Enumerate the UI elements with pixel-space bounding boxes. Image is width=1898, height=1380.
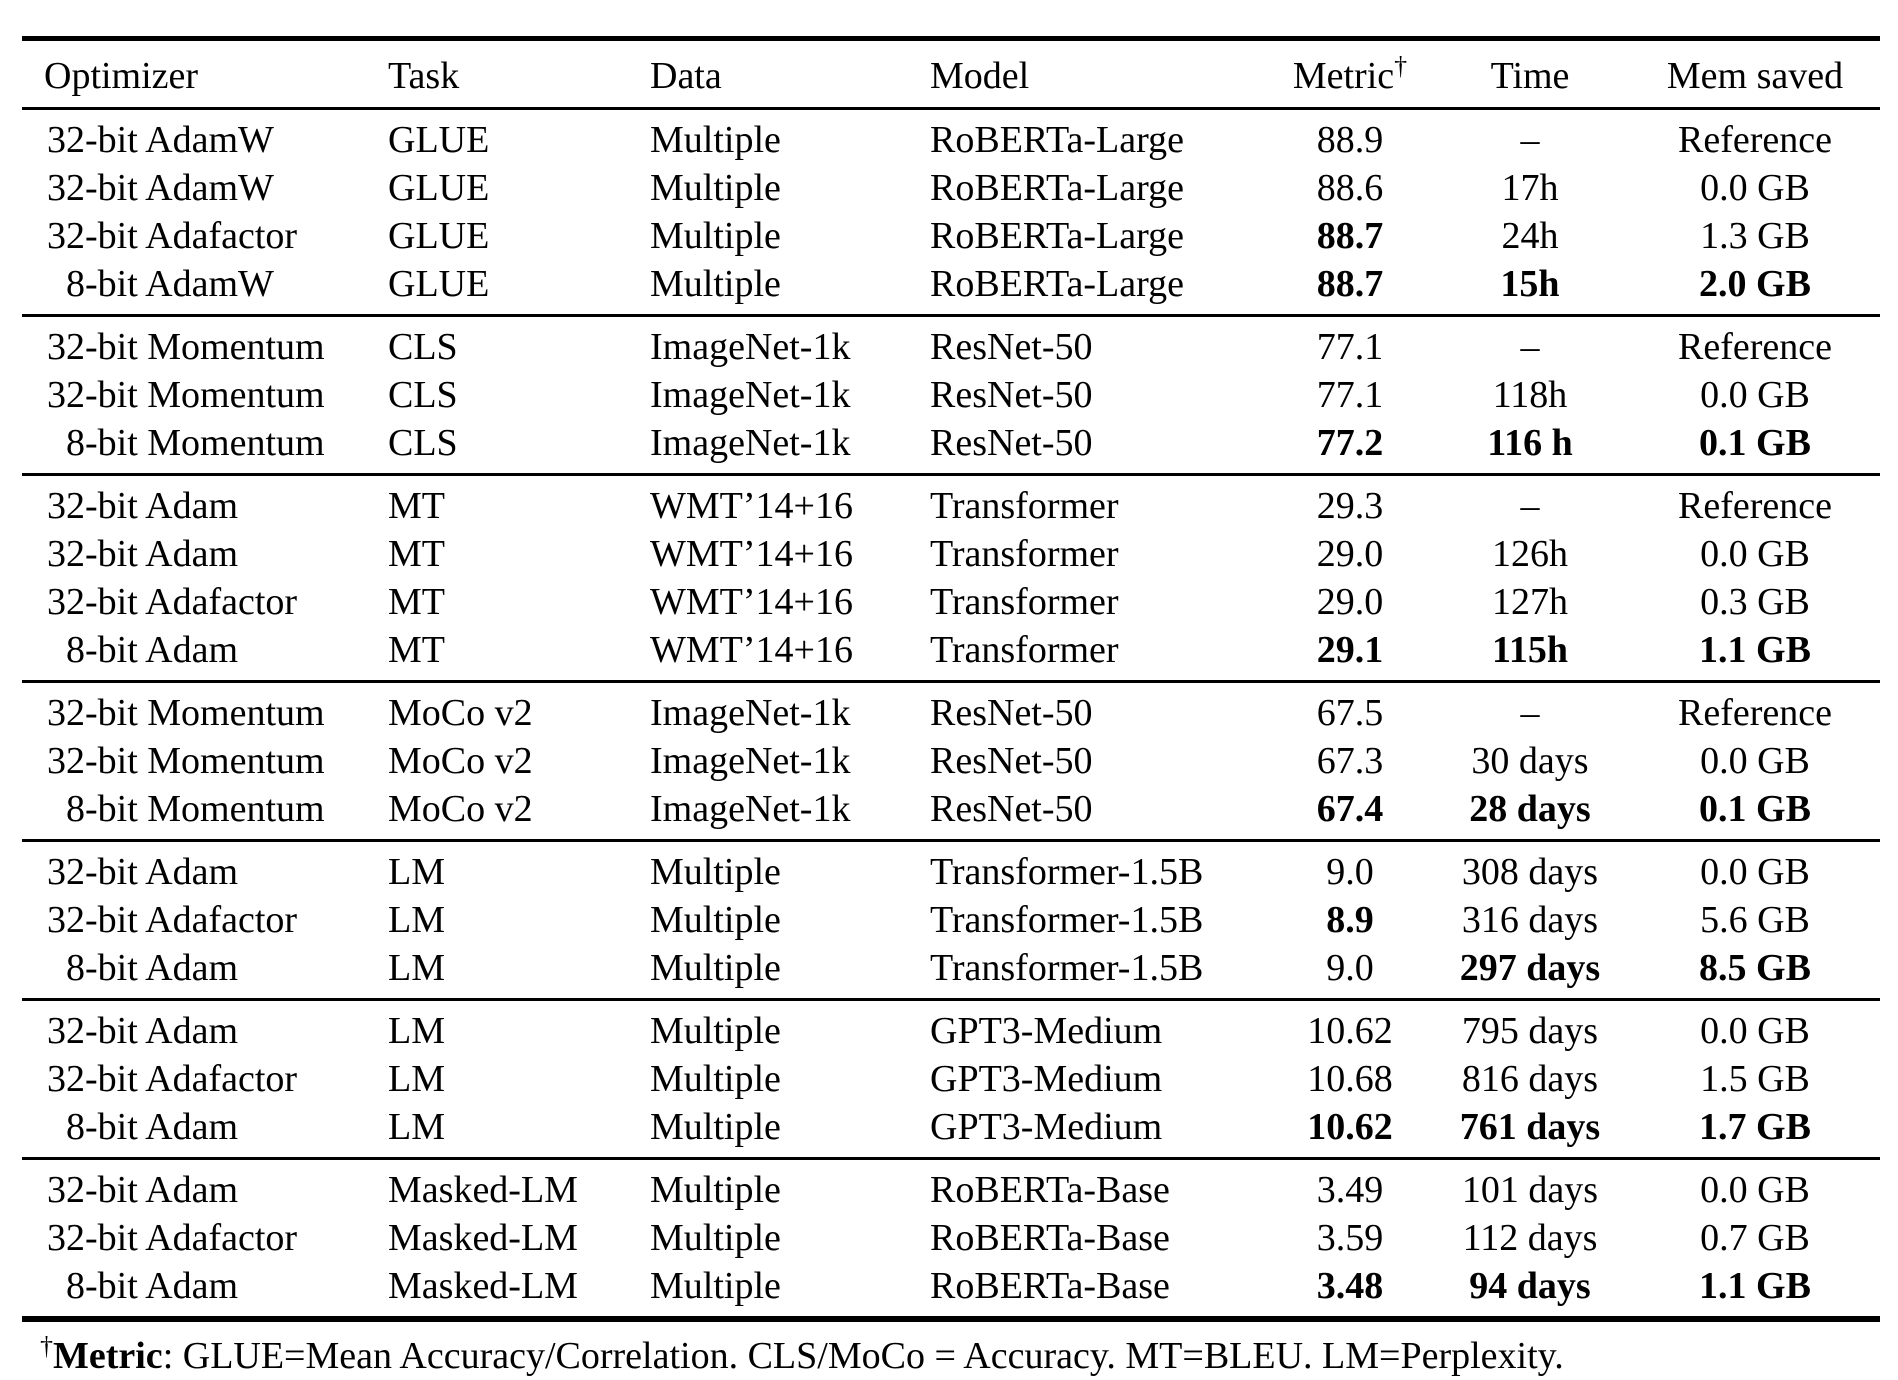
table-row xyxy=(22,475,1880,531)
cell-data: ImageNet-1k xyxy=(650,374,851,416)
cell-task: MT xyxy=(388,485,445,527)
cell-task: LM xyxy=(388,1010,445,1052)
cell-optimizer: 8-bit Adam xyxy=(66,1106,239,1148)
cell-task: LM xyxy=(388,1058,445,1100)
cell-task: CLS xyxy=(388,422,458,464)
cell-time: 297 days xyxy=(1459,947,1601,989)
cell-data: ImageNet-1k xyxy=(650,740,851,782)
cell-metric: 29.0 xyxy=(1316,581,1384,623)
table-group-4 xyxy=(22,682,1880,841)
cell-optimizer: 32-bit Momentum xyxy=(47,374,325,416)
table-row xyxy=(22,419,1880,475)
cell-mem: 0.0 GB xyxy=(1700,1010,1810,1052)
cell-model: ResNet-50 xyxy=(930,422,1093,464)
cell-model: GPT3-Medium xyxy=(930,1106,1163,1148)
cell-optimizer: 32-bit Adam xyxy=(47,533,239,575)
cell-data: WMT’14+16 xyxy=(650,533,853,575)
cell-model: GPT3-Medium xyxy=(930,1058,1163,1100)
cell-task: MT xyxy=(388,533,445,575)
cell-data: WMT’14+16 xyxy=(650,485,853,527)
cell-mem: 0.7 GB xyxy=(1700,1217,1810,1259)
cell-data: Multiple xyxy=(650,119,781,161)
cell-optimizer: 32-bit Momentum xyxy=(47,692,325,734)
cell-data: WMT’14+16 xyxy=(650,629,853,671)
cell-time: 15h xyxy=(1500,263,1560,305)
cell-mem: Reference xyxy=(1678,326,1832,368)
cell-time: 816 days xyxy=(1461,1058,1599,1100)
table-row xyxy=(22,841,1880,897)
cell-mem: 0.0 GB xyxy=(1700,167,1810,209)
cell-time: 101 days xyxy=(1461,1169,1599,1211)
cell-model: ResNet-50 xyxy=(930,788,1093,830)
table-row xyxy=(22,682,1880,738)
cell-mem: 0.1 GB xyxy=(1699,422,1811,464)
header-row xyxy=(22,39,1880,109)
cell-task: Masked-LM xyxy=(388,1217,578,1259)
cell-time: 118h xyxy=(1492,374,1568,416)
cell-optimizer: 32-bit Adam xyxy=(47,851,239,893)
cell-mem: 0.0 GB xyxy=(1700,740,1810,782)
column-header-metric: Metric† xyxy=(1270,39,1430,109)
table-row xyxy=(22,1214,1880,1262)
table-header xyxy=(22,39,1880,109)
cell-task: GLUE xyxy=(388,215,490,257)
cell-metric: 77.1 xyxy=(1316,326,1384,368)
cell-task: MoCo v2 xyxy=(388,692,533,734)
cell-model: GPT3-Medium xyxy=(930,1010,1163,1052)
table-group-6 xyxy=(22,1000,1880,1159)
cell-model: RoBERTa-Base xyxy=(930,1265,1170,1307)
cell-mem: 2.0 GB xyxy=(1699,263,1811,305)
cell-model: Transformer-1.5B xyxy=(930,899,1204,941)
cell-model: Transformer xyxy=(930,581,1119,623)
table-row xyxy=(22,944,1880,1000)
cell-time: 116 h xyxy=(1487,422,1573,464)
cell-mem: 5.6 GB xyxy=(1700,899,1810,941)
cell-task: MoCo v2 xyxy=(388,788,533,830)
column-header-optimizer: Optimizer xyxy=(22,39,388,109)
cell-task: CLS xyxy=(388,326,458,368)
cell-model: ResNet-50 xyxy=(930,692,1093,734)
cell-task: MT xyxy=(388,581,445,623)
cell-metric: 77.1 xyxy=(1316,374,1384,416)
cell-metric: 67.3 xyxy=(1316,740,1384,782)
cell-mem: Reference xyxy=(1678,692,1832,734)
cell-task: GLUE xyxy=(388,263,490,305)
cell-model: ResNet-50 xyxy=(930,740,1093,782)
cell-time: 316 days xyxy=(1461,899,1599,941)
footnote-dagger-icon: † xyxy=(40,1331,53,1361)
cell-metric: 3.59 xyxy=(1316,1217,1384,1259)
cell-mem: 1.3 GB xyxy=(1700,215,1810,257)
metric-dagger-icon: † xyxy=(1394,51,1408,81)
cell-optimizer: 32-bit Adam xyxy=(47,1010,239,1052)
cell-metric: 77.2 xyxy=(1316,422,1384,464)
cell-optimizer: 8-bit AdamW xyxy=(66,263,274,305)
cell-metric: 29.3 xyxy=(1316,485,1384,527)
cell-model: RoBERTa-Base xyxy=(930,1217,1170,1259)
cell-mem: 1.1 GB xyxy=(1699,629,1811,671)
cell-time: – xyxy=(1520,326,1540,368)
cell-metric: 9.0 xyxy=(1326,947,1374,989)
cell-time: 28 days xyxy=(1469,788,1591,830)
table-group-7 xyxy=(22,1159,1880,1320)
table-row xyxy=(22,1055,1880,1103)
cell-metric: 67.4 xyxy=(1316,788,1384,830)
cell-time: 17h xyxy=(1501,167,1559,209)
cell-mem: 0.0 GB xyxy=(1700,533,1810,575)
cell-metric: 88.6 xyxy=(1316,167,1384,209)
cell-time: 30 days xyxy=(1471,740,1589,782)
cell-model: RoBERTa-Base xyxy=(930,1169,1170,1211)
cell-optimizer: 8-bit Momentum xyxy=(66,788,325,830)
cell-task: GLUE xyxy=(388,119,490,161)
table-row xyxy=(22,530,1880,578)
cell-optimizer: 32-bit Momentum xyxy=(47,740,325,782)
cell-mem: 0.0 GB xyxy=(1700,374,1810,416)
cell-mem: 0.0 GB xyxy=(1700,851,1810,893)
cell-data: Multiple xyxy=(650,1217,781,1259)
table-row xyxy=(22,737,1880,785)
cell-task: CLS xyxy=(388,374,458,416)
cell-metric: 88.7 xyxy=(1316,215,1384,257)
cell-model: RoBERTa-Large xyxy=(930,167,1184,209)
cell-task: LM xyxy=(388,851,445,893)
cell-task: LM xyxy=(388,1106,445,1148)
cell-time: 94 days xyxy=(1469,1265,1591,1307)
cell-data: Multiple xyxy=(650,1010,781,1052)
cell-model: ResNet-50 xyxy=(930,374,1093,416)
cell-data: Multiple xyxy=(650,167,781,209)
cell-mem: Reference xyxy=(1678,119,1832,161)
cell-model: Transformer-1.5B xyxy=(930,947,1204,989)
table-row xyxy=(22,1159,1880,1215)
cell-optimizer: 32-bit Momentum xyxy=(47,326,325,368)
table-group-2 xyxy=(22,316,1880,475)
cell-time: 126h xyxy=(1492,533,1568,575)
cell-data: Multiple xyxy=(650,1106,781,1148)
cell-metric: 3.49 xyxy=(1316,1169,1384,1211)
cell-task: Masked-LM xyxy=(388,1265,578,1307)
cell-metric: 10.68 xyxy=(1307,1058,1393,1100)
cell-mem: 0.0 GB xyxy=(1700,1169,1810,1211)
table-group-5 xyxy=(22,841,1880,1000)
cell-task: MT xyxy=(388,629,445,671)
cell-data: Multiple xyxy=(650,215,781,257)
cell-metric: 8.9 xyxy=(1326,899,1374,941)
table-row xyxy=(22,626,1880,682)
table-row xyxy=(22,1262,1880,1319)
cell-task: GLUE xyxy=(388,167,490,209)
cell-model: ResNet-50 xyxy=(930,326,1093,368)
table-row xyxy=(22,316,1880,372)
table-row xyxy=(22,371,1880,419)
cell-time: – xyxy=(1520,692,1540,734)
cell-metric: 88.7 xyxy=(1316,263,1384,305)
cell-metric: 10.62 xyxy=(1307,1010,1393,1052)
cell-model: Transformer xyxy=(930,533,1119,575)
cell-data: Multiple xyxy=(650,1169,781,1211)
cell-data: WMT’14+16 xyxy=(650,581,853,623)
cell-optimizer: 32-bit Adafactor xyxy=(47,899,298,941)
cell-data: ImageNet-1k xyxy=(650,422,851,464)
cell-data: Multiple xyxy=(650,263,781,305)
cell-mem: 0.1 GB xyxy=(1699,788,1811,830)
cell-metric: 88.9 xyxy=(1316,119,1384,161)
column-header-time: Time xyxy=(1430,39,1630,109)
table-row xyxy=(22,164,1880,212)
cell-metric: 10.62 xyxy=(1307,1106,1393,1148)
column-header-mem: Mem saved xyxy=(1630,39,1880,109)
table-group-3 xyxy=(22,475,1880,682)
cell-data: ImageNet-1k xyxy=(650,692,851,734)
cell-data: ImageNet-1k xyxy=(650,788,851,830)
cell-task: MoCo v2 xyxy=(388,740,533,782)
cell-optimizer: 32-bit Adafactor xyxy=(47,1058,298,1100)
cell-mem: 1.1 GB xyxy=(1699,1265,1811,1307)
cell-data: Multiple xyxy=(650,899,781,941)
cell-task: LM xyxy=(388,947,445,989)
footnote-label: Metric xyxy=(53,1335,163,1377)
table-row xyxy=(22,212,1880,260)
cell-mem: Reference xyxy=(1678,485,1832,527)
cell-metric: 29.1 xyxy=(1316,629,1384,671)
cell-time: 761 days xyxy=(1459,1106,1601,1148)
column-header-task: Task xyxy=(388,39,650,109)
cell-time: 112 days xyxy=(1462,1217,1598,1259)
cell-optimizer: 32-bit AdamW xyxy=(47,167,274,209)
table-row xyxy=(22,1103,1880,1159)
cell-model: RoBERTa-Large xyxy=(930,215,1184,257)
cell-mem: 8.5 GB xyxy=(1699,947,1811,989)
cell-optimizer: 8-bit Adam xyxy=(66,629,239,671)
cell-optimizer: 32-bit Adafactor xyxy=(47,215,298,257)
cell-optimizer: 8-bit Adam xyxy=(66,947,239,989)
table-row xyxy=(22,260,1880,316)
cell-mem: 1.5 GB xyxy=(1700,1058,1810,1100)
cell-optimizer: 8-bit Adam xyxy=(66,1265,239,1307)
cell-optimizer: 32-bit AdamW xyxy=(47,119,274,161)
table-footnote xyxy=(22,1332,1876,1380)
cell-model: Transformer xyxy=(930,629,1119,671)
column-header-model: Model xyxy=(930,39,1270,109)
cell-model: Transformer xyxy=(930,485,1119,527)
cell-data: Multiple xyxy=(650,1265,781,1307)
cell-model: RoBERTa-Large xyxy=(930,263,1184,305)
cell-optimizer: 32-bit Adam xyxy=(47,485,239,527)
cell-optimizer: 32-bit Adafactor xyxy=(47,1217,298,1259)
cell-mem: 0.3 GB xyxy=(1700,581,1810,623)
cell-time: 127h xyxy=(1492,581,1568,623)
cell-optimizer: 32-bit Adafactor xyxy=(47,581,298,623)
results-table xyxy=(22,36,1880,1322)
cell-time: – xyxy=(1520,485,1540,527)
table-group-1 xyxy=(22,109,1880,316)
cell-metric: 3.48 xyxy=(1316,1265,1384,1307)
table-row xyxy=(22,1000,1880,1056)
cell-data: Multiple xyxy=(650,851,781,893)
cell-mem: 1.7 GB xyxy=(1699,1106,1811,1148)
table-row xyxy=(22,109,1880,165)
cell-optimizer: 32-bit Adam xyxy=(47,1169,239,1211)
table-row xyxy=(22,785,1880,841)
cell-optimizer: 8-bit Momentum xyxy=(66,422,325,464)
cell-metric: 9.0 xyxy=(1326,851,1374,893)
cell-time: 308 days xyxy=(1461,851,1599,893)
cell-time: 795 days xyxy=(1461,1010,1599,1052)
cell-metric: 29.0 xyxy=(1316,533,1384,575)
cell-data: ImageNet-1k xyxy=(650,326,851,368)
table-row xyxy=(22,896,1880,944)
cell-task: Masked-LM xyxy=(388,1169,578,1211)
cell-model: Transformer-1.5B xyxy=(930,851,1204,893)
cell-time: 24h xyxy=(1501,215,1559,257)
footnote-text: : GLUE=Mean Accuracy/Correlation. CLS/MoCo = Accuracy. MT=BLEU. LM=Perplexity. xyxy=(162,1335,1564,1377)
cell-model: RoBERTa-Large xyxy=(930,119,1184,161)
table-row xyxy=(22,578,1880,626)
cell-time: 115h xyxy=(1491,629,1569,671)
cell-data: Multiple xyxy=(650,1058,781,1100)
cell-task: LM xyxy=(388,899,445,941)
cell-metric: 67.5 xyxy=(1316,692,1384,734)
cell-time: – xyxy=(1520,119,1540,161)
column-header-data: Data xyxy=(650,39,930,109)
cell-data: Multiple xyxy=(650,947,781,989)
